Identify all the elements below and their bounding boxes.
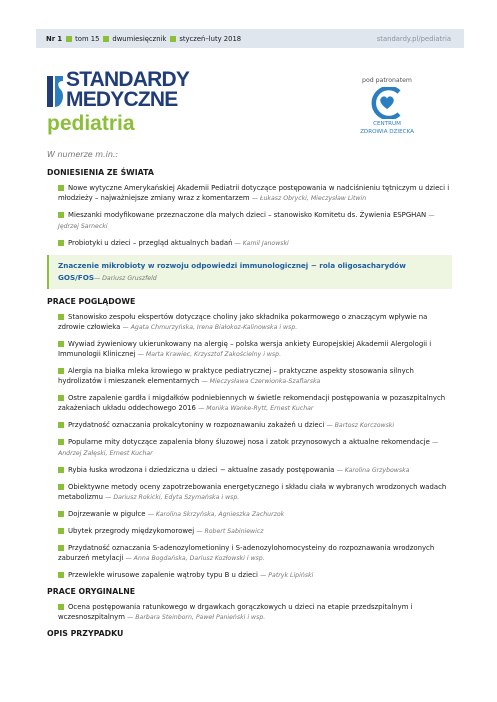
article-authors: — Kamil Janowski — [234, 240, 289, 247]
patron-name-line-1: CENTRUM — [373, 121, 401, 127]
separator-square-icon — [103, 36, 109, 42]
frequency: dwumiesięcznik — [112, 34, 167, 43]
article-title: Obiektywne metody oceny zapotrzebowania energetycznego i składu ciała w wybranych wrodzonych wadach metabolizmu — [58, 483, 447, 501]
article-title: Przydatność oznaczania S-adenozylometioniny i S-adenozylohomocysteiny do rozpoznawania wrodzonych zaburzeń metylacji — [58, 544, 435, 562]
highlighted-article-authors: — Dariusz Gruszfeld — [94, 275, 157, 282]
article-authors: — Agata Chmurzyńska, Irena Białokoz-Kalinowska i wsp. — [122, 324, 298, 331]
article-authors: — Jędrzej Sarnecki — [58, 212, 435, 230]
article-title: Dojrzewanie w pigułce — [68, 510, 146, 518]
toc-item[interactable] — [58, 366, 452, 387]
article-authors: — Mieczysława Czerwionka-Szaflarska — [201, 378, 321, 385]
toc-item[interactable] — [58, 570, 452, 581]
article-title: Przydatność oznaczania prokalcytoniny w rozpoznawaniu zakażeń u dzieci — [68, 421, 325, 429]
issue-info-bar — [36, 29, 464, 48]
bullet-square-icon — [58, 484, 64, 490]
article-authors: — Anna Bogdańska, Dariusz Kozłowski i wsp. — [125, 555, 265, 562]
table-of-contents — [47, 150, 452, 644]
toc-item[interactable] — [58, 210, 452, 232]
article-authors: — Karolina Grzybowska — [336, 467, 410, 474]
article-authors: — Patryk Lipiński — [260, 572, 314, 579]
article-authors: — Łukasz Obrycki, Mieczysław Litwin — [251, 195, 367, 202]
toc-item[interactable] — [58, 183, 452, 204]
bullet-square-icon — [58, 185, 64, 191]
bullet-square-icon — [58, 368, 64, 374]
article-title: Rybia łuska wrodzona i dziedziczna u dzieci − aktualne zasady postępowania — [68, 466, 335, 474]
patron-name-line-2: ZDROWIA DZIECKA — [360, 128, 414, 135]
bullet-square-icon — [58, 395, 64, 401]
toc-item[interactable] — [58, 339, 452, 360]
toc-item[interactable] — [58, 602, 452, 623]
highlighted-article[interactable] — [47, 255, 452, 289]
section-title: PRACE ORYGINALNE — [47, 587, 136, 596]
article-authors: — Robert Sabiniewicz — [196, 528, 264, 535]
bullet-square-icon — [58, 545, 64, 551]
issue-number: Nr 1 — [46, 34, 63, 43]
bullet-square-icon — [58, 314, 64, 320]
article-authors: — Dariusz Rokicki, Edyta Szymańska i wsp. — [105, 494, 240, 501]
bullet-square-icon — [58, 511, 64, 517]
bullet-square-icon — [58, 422, 64, 428]
separator-square-icon — [66, 36, 72, 42]
section-title: OPIS PRZYPADKU — [47, 629, 124, 638]
article-title: Wywiad żywieniowy ukierunkowany na alergię – polska wersja ankiety Europejskiej Akademii Alergologii i Immunologii Klinicznej — [58, 340, 432, 358]
czd-heart-logo-icon — [367, 87, 407, 119]
highlighted-article-title: Znaczenie mikrobioty w rozwoju odpowiedzi immunologicznej − rola oligosacharydów GOS/FOS — [58, 261, 406, 282]
toc-item[interactable] — [58, 526, 452, 537]
brand-line-1: STANDARDY — [66, 68, 190, 91]
patron-name — [360, 121, 414, 136]
toc-item[interactable] — [58, 437, 452, 459]
bullet-square-icon — [58, 572, 64, 578]
patronage-label: pod patronatem — [362, 77, 412, 84]
separator-square-icon — [170, 36, 176, 42]
standardy-logo-icon — [47, 76, 63, 107]
article-title: Ocena postępowania ratunkowego w drgawkach gorączkowych u dzieci na etapie przedszpitalnym i wczesnoszpitalnym — [58, 603, 413, 621]
article-title: Mieszanki modyfikowane przeznaczone dla małych dzieci – stanowisko Komitetu ds. Żywienia ESPGHAN — [68, 211, 427, 219]
toc-item[interactable] — [58, 312, 452, 333]
article-authors: — Marta Krawiec, Krzysztof Zakościelny i wsp. — [137, 351, 282, 358]
bullet-square-icon — [58, 467, 64, 473]
bullet-square-icon — [58, 604, 64, 610]
toc-item[interactable] — [58, 482, 452, 503]
bullet-square-icon — [58, 439, 64, 445]
intro-heading: W numerze m.in.: — [47, 150, 119, 159]
volume: tom 15 — [75, 34, 100, 43]
bullet-square-icon — [58, 212, 64, 218]
toc-item[interactable] — [58, 393, 452, 414]
article-title: Przewlekłe wirusowe zapalenie wątroby typu B u dzieci — [68, 571, 258, 579]
bullet-square-icon — [58, 528, 64, 534]
article-title: Popularne mity dotyczące zapalenia błony śluzowej nosa i zatok przynosowych a aktualne rekomendacje — [68, 438, 430, 446]
toc-item[interactable] — [58, 420, 452, 431]
toc-item[interactable] — [58, 509, 452, 520]
article-authors: — Monika Wanke-Rytt, Ernest Kuchar — [198, 405, 314, 412]
section-title: DONIESIENIA ZE ŚWIATA — [47, 168, 154, 177]
journal-subtitle: pediatria — [47, 112, 135, 135]
brand-line-2: MEDYCZNE — [66, 88, 178, 111]
article-authors: — Karolina Skrzyńska, Agnieszka Zachurzok — [147, 511, 285, 518]
article-title: Alergia na białka mleka krowiego w praktyce pediatrycznej – praktyczne aspekty stosowania silnych hydrolizatów i mieszanek elementarnych — [58, 367, 414, 385]
article-title: Stanowisko zespołu ekspertów dotyczące choliny jako składnika pokarmowego o znaczącym wpływie na zdrowie człowieka — [58, 313, 428, 331]
bullet-square-icon — [58, 240, 64, 246]
issue-date: styczeń–luty 2018 — [179, 34, 242, 43]
bullet-square-icon — [58, 341, 64, 347]
article-title: Ostre zapalenie gardła i migdałków podniebiennych w świetle rekomendacji postępowania w pozaszpitalnych zakażeniach układu oddechowego 2016 — [58, 394, 446, 412]
article-authors: — Barbara Steinborn, Paweł Panieński i wsp. — [127, 614, 266, 621]
brand-logo — [66, 70, 189, 110]
toc-item[interactable] — [58, 465, 452, 476]
article-title: Probiotyki u dzieci – przegląd aktualnych badań — [68, 239, 233, 247]
article-title: Ubytek przegrody międzykomorowej — [68, 527, 195, 535]
article-title: Nowe wytyczne Amerykańskiej Akademii Pediatrii dotyczące postępowania w nadciśnieniu tętniczym u dzieci i młodzieży – najważniejsze zmiany wraz z komentarzem — [58, 184, 450, 202]
toc-item[interactable] — [58, 543, 452, 564]
website-link[interactable]: standardy.pl/pediatria — [376, 34, 451, 43]
section-title: PRACE POGLĄDOWE — [47, 297, 136, 306]
article-authors: — Andrzej Załęski, Ernest Kuchar — [58, 439, 439, 457]
article-authors: — Bartosz Korczowski — [326, 422, 395, 429]
toc-item[interactable] — [58, 238, 452, 249]
